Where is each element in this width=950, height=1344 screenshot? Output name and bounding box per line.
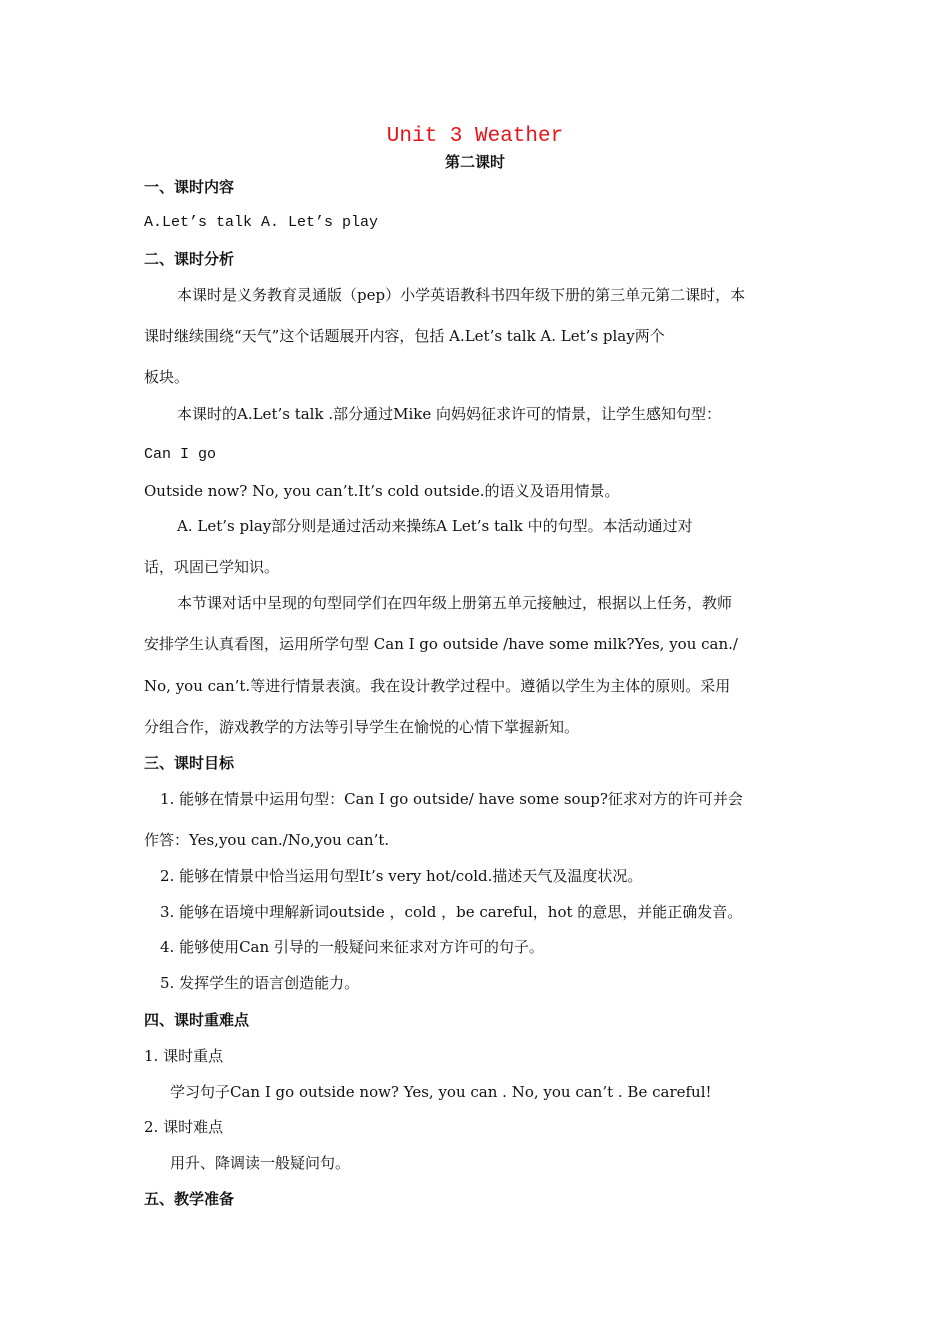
objective-item-1-line-1: 1. 能够在情景中运用句型：Can I go outside/ have some soup?征求对方的许可并会 <box>160 790 743 808</box>
section-5-heading: 五、教学准备 <box>144 1190 235 1208</box>
objective-item-3: 3. 能够在语境中理解新词outside ，cold ，be careful，hot 的意思，并能正确发音。 <box>160 903 743 921</box>
section-2-paragraph-3-line-2: 话，巩固已学知识。 <box>144 558 280 576</box>
objective-item-4: 4. 能够使用Can 引导的一般疑问来征求对方许可的句子。 <box>160 938 544 956</box>
section-1-content: A.Let’s talk A. Let’s play <box>144 214 379 231</box>
section-2-paragraph-3-line-1: A. Let’s play部分则是通过活动来操练A Let’s talk 中的句型。本活动通过对 <box>177 517 693 535</box>
difficult-points-subheading: 2. 课时难点 <box>144 1118 224 1136</box>
section-2-heading: 二、课时分析 <box>144 250 235 268</box>
section-2-paragraph-4-line-3: No, you can’t.等进行情景表演。我在设计教学过程中。遵循以学生为主体的原则。采用 <box>144 677 731 695</box>
section-3-heading: 三、课时目标 <box>144 754 235 772</box>
section-2-paragraph-1-line-3: 板块。 <box>144 368 190 386</box>
document-subtitle: 第二课时 <box>444 153 505 171</box>
section-4-heading: 四、课时重难点 <box>144 1011 250 1029</box>
section-2-paragraph-1-line-2: 课时继续围绕“天气”这个话题展开内容，包括 A.Let’s talk A. Let’s play两个 <box>144 327 665 345</box>
document-title: Unit 3 Weather <box>386 125 564 148</box>
objective-item-2: 2. 能够在情景中恰当运用句型It’s very hot/cold.描述天气及温度状况。 <box>160 867 643 885</box>
section-2-paragraph-2-line-2: Can I go <box>144 446 217 463</box>
section-2-paragraph-4-line-4: 分组合作，游戏教学的方法等引导学生在愉悦的心情下掌握新知。 <box>144 718 580 736</box>
section-1-heading: 一、课时内容 <box>144 178 235 196</box>
difficult-points-text: 用升、降调读一般疑问句。 <box>170 1154 351 1172</box>
objective-item-5: 5. 发挥学生的语言创造能力。 <box>160 974 360 992</box>
section-2-paragraph-4-line-1: 本节课对话中呈现的句型同学们在四年级上册第五单元接触过，根据以上任务，教师 <box>177 594 733 612</box>
section-2-paragraph-4-line-2: 安排学生认真看图，运用所学句型 Can I go outside /have some milk?Yes, you can./ <box>144 635 738 653</box>
section-2-paragraph-2-line-3: Outside now? No, you can’t.It’s cold outside.的语义及语用情景。 <box>144 482 620 500</box>
objective-item-1-line-2: 作答：Yes,you can./No,you can’t. <box>144 831 390 849</box>
section-2-paragraph-1-line-1: 本课时是义务教育灵通版（pep）小学英语教科书四年级下册的第三单元第二课时，本 <box>177 286 746 304</box>
key-points-text: 学习句子Can I go outside now? Yes, you can . No, you can’t . Be careful! <box>170 1083 712 1101</box>
key-points-subheading: 1. 课时重点 <box>144 1047 224 1065</box>
section-2-paragraph-2-line-1: 本课时的A.Let’s talk .部分通过Mike 向妈妈征求许可的情景，让学生感知句型： <box>177 405 721 423</box>
